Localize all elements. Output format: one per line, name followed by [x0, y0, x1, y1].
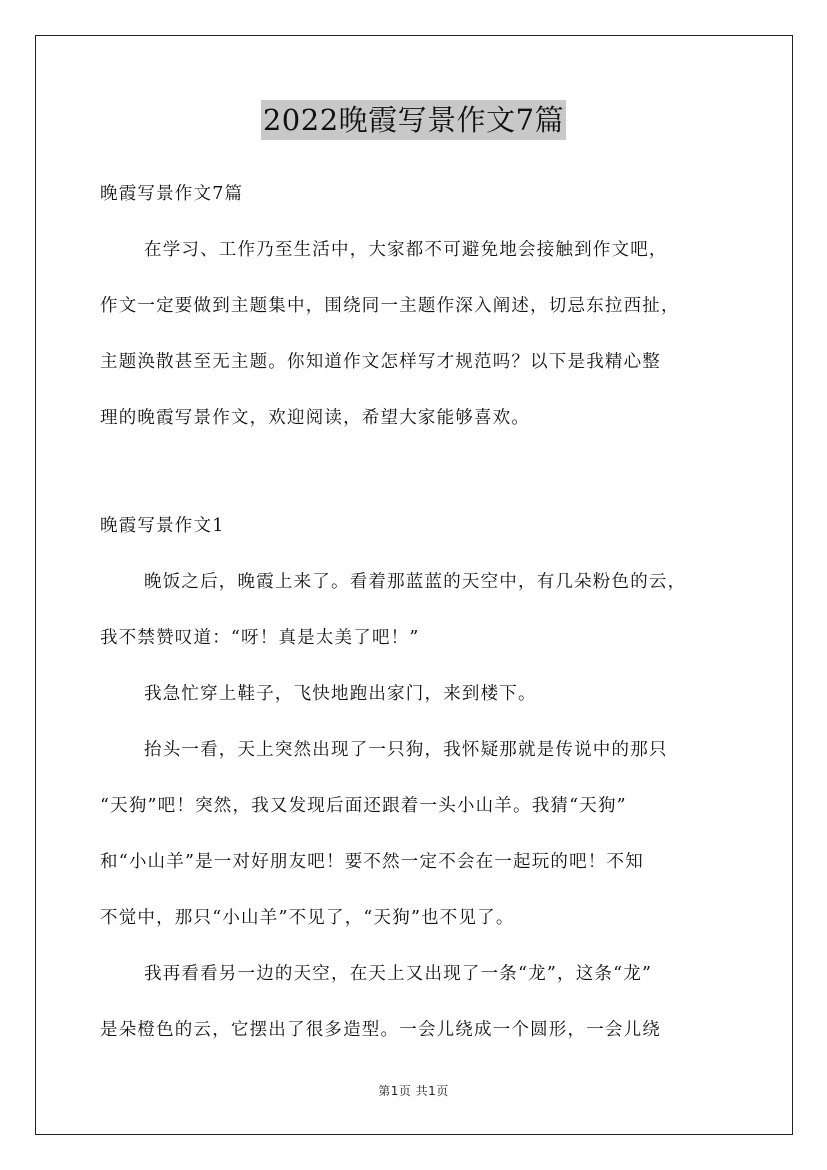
body-line: 和“小山羊”是一对好朋友吧！要不然一定不会在一起玩的吧！不知 — [100, 852, 644, 872]
body-line: 我不禁赞叹道：“呀！真是太美了吧！” — [100, 628, 420, 648]
document-title: 2022晚霞写景作文7篇 — [261, 100, 566, 140]
body-line: 晚饭之后，晚霞上来了。看着那蓝蓝的天空中，有几朵粉色的云， — [144, 572, 687, 592]
paragraph-gap — [100, 452, 730, 504]
title-container — [0, 100, 827, 140]
subtitle: 晚霞写景作文7篇 — [100, 184, 244, 204]
intro-line: 作文一定要做到主题集中，围绕同一主题作深入阐述，切忌东拉西扯， — [100, 296, 680, 316]
body-line: “天狗”吧！突然，我又发现后面还跟着一头小山羊。我猜“天狗” — [100, 796, 627, 816]
body-line: 我急忙穿上鞋子，飞快地跑出家门，来到楼下。 — [144, 684, 537, 704]
page-number-footer: 第1页 共1页 — [378, 1084, 449, 1098]
intro-line: 主题涣散甚至无主题。你知道作文怎样写才规范吗？以下是我精心整 — [100, 352, 661, 372]
body-line: 抬头一看，天上突然出现了一只狗，我怀疑那就是传说中的那只 — [144, 740, 668, 760]
section-heading: 晚霞写景作文1 — [100, 516, 225, 536]
body-line: 不觉中，那只“小山羊”不见了，“天狗”也不见了。 — [100, 908, 515, 928]
intro-line: 在学习、工作乃至生活中，大家都不可避免地会接触到作文吧， — [144, 240, 668, 260]
body-line: 我再看看另一边的天空，在天上又出现了一条“龙”，这条“龙” — [144, 964, 653, 984]
body-line: 是朵橙色的云，它摆出了很多造型。一会儿绕成一个圆形，一会儿绕 — [100, 1020, 661, 1040]
intro-line: 理的晚霞写景作文，欢迎阅读，希望大家能够喜欢。 — [100, 408, 531, 428]
document-body — [100, 172, 730, 1064]
